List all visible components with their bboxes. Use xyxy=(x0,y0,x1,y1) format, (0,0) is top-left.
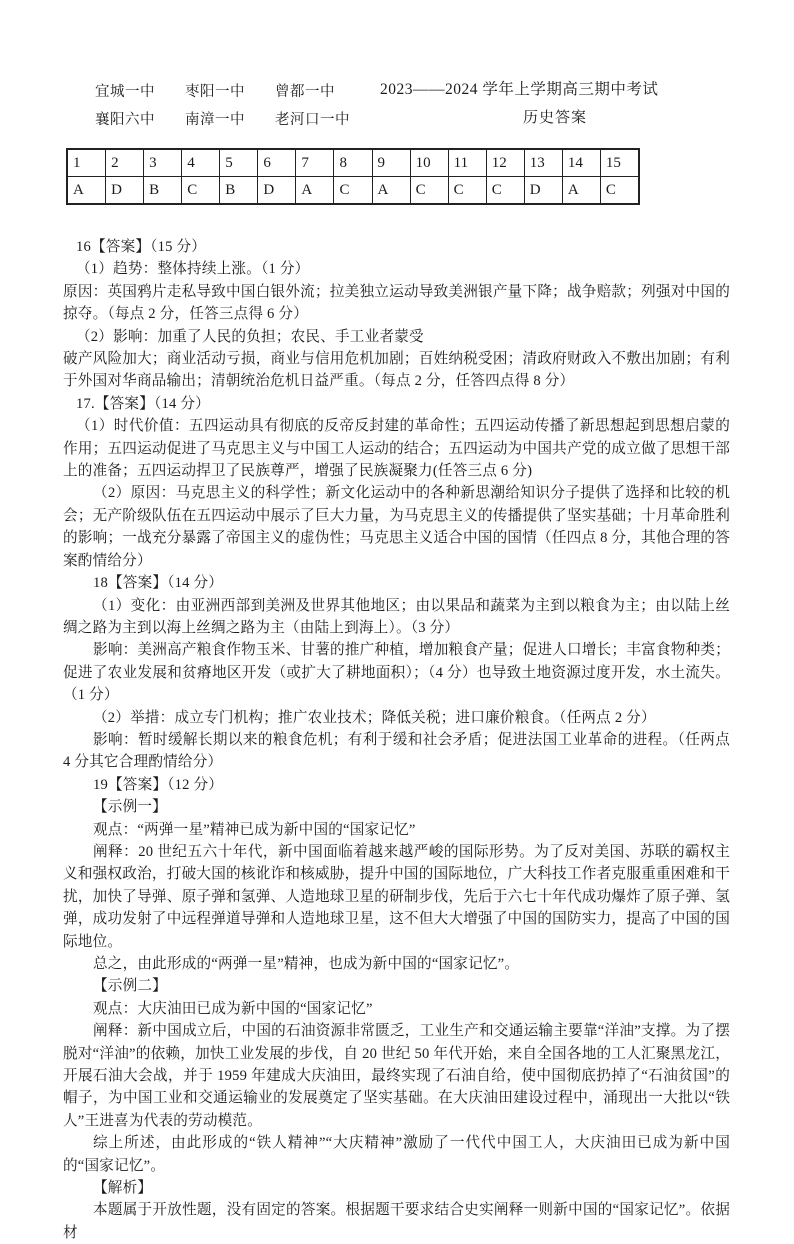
answer-paragraph: 阐释：新中国成立后，中国的石油资源非常匮乏，工业生产和交通运输主要靠“洋油”支撑。为了摆脱对“洋油”的依赖，加快工业发展的步伐，自 20 世纪 50 年代开始，来自全国各地的工人汇聚黑龙江，开展石油大会战，并于 1959 年建成大庆油田，最终实现了石油自给，使中国彻底扔掉了“石油贫国”的帽子，为中国工业和交通运输业的发展奠定了坚实基础。在大庆油田建设过程中，涌现出一大批以“铁人”王进喜为代表的劳动模范。 xyxy=(63,1023,730,1129)
school-name: 南漳一中 xyxy=(185,111,245,128)
answer-cell: B xyxy=(220,177,258,204)
answer-cell: A xyxy=(296,177,334,204)
answer-cell: D xyxy=(524,177,562,204)
answer-paragraph: 观点：“两弹一星”精神已成为新中国的“国家记忆” xyxy=(93,821,416,838)
answer-paragraph: （2）举措：成立专门机构；推广农业技术；降低关税；进口廉价粮食。（任两点 2 分） xyxy=(93,709,656,726)
answer-paragraph: 影响：暂时缓解长期以来的粮食危机；有利于缓和社会矛盾；促进法国工业革命的进程。（任两点 4 分其它合理酌情给分） xyxy=(63,731,730,771)
answer-paragraph: 综上所述，由此形成的“铁人精神”“大庆精神”激励了一代代中国工人，大庆油田已成为新中国的“国家记忆”。 xyxy=(63,1135,730,1174)
answer-cell: A xyxy=(562,177,600,204)
question-number-cell: 12 xyxy=(486,150,524,177)
question-number-cell: 14 xyxy=(562,150,600,177)
question-number-cell: 2 xyxy=(106,150,144,177)
answer-paragraph: 18【答案】（14 分） xyxy=(93,575,224,592)
answer-cell: C xyxy=(448,177,486,204)
question-number-cell: 1 xyxy=(68,150,106,177)
school-name: 宜城一中 xyxy=(95,83,155,100)
answer-cell: B xyxy=(144,177,182,204)
answer-paragraph: 破产风险加大；商业活动亏损，商业与信用危机加剧；百姓纳税受困；清政府财政入不敷出加剧；有利于外国对华商品输出；清朝统治危机日益严重。（每点 2 分，任答四点得 8 分） xyxy=(63,351,730,390)
answer-paragraph: 本题属于开放性题，没有固定的答案。根据题干要求结合史实阐释一则新中国的“国家记忆”。依据材 xyxy=(63,1202,730,1241)
answer-paragraph: 阐释：20 世纪五六十年代，新中国面临着越来越严峻的国际形势。为了反对美国、苏联的霸权主义和强权政治，打破大国的核讹诈和核威胁，提升中国的国际地位，广大科技工作者克服重重困难和干扰，加快了导弹、原子弹和氢弹、人造地球卫星的研制步伐，先后于六七十年代成功爆炸了原子弹、氢弹，成功发射了中远程弹道导弹和人造地球卫星，这不但大大增强了中国的国防实力，提高了中国的国际地位。 xyxy=(63,843,730,950)
answer-paragraph: 观点：大庆油田已成为新中国的“国家记忆” xyxy=(93,1000,373,1017)
answer-paragraph: 【解析】 xyxy=(93,1180,153,1197)
question-number-cell: 7 xyxy=(296,150,334,177)
question-number-cell: 9 xyxy=(372,150,410,177)
school-row-2 xyxy=(95,104,350,132)
answer-paragraph: （2）影响：加重了人民的负担；农民、手工业者蒙受 xyxy=(76,328,424,345)
exam-title: 2023——2024 学年上学期高三期中考试 xyxy=(380,81,659,98)
answer-cell: C xyxy=(600,177,638,204)
school-name: 襄阳六中 xyxy=(95,111,155,128)
school-list xyxy=(95,76,350,132)
answer-paragraph: 17.【答案】（14 分） xyxy=(76,395,210,412)
question-number-cell: 15 xyxy=(600,150,638,177)
answer-paragraph: 16【答案】（15 分） xyxy=(76,239,207,255)
document-header xyxy=(63,76,730,132)
answer-cell: D xyxy=(258,177,296,204)
question-number-cell: 10 xyxy=(410,150,448,177)
answer-paragraph: （1）趋势：整体持续上涨。（1 分） xyxy=(76,261,310,278)
answer-paragraph: （1）时代价值：五四运动具有彻底的反帝反封建的革命性；五四运动传播了新思想起到思想启蒙的作用；五四运动促进了马克思主义与中国工人运动的结合；五四运动为中国共产党的成立做了思想干部上的准备；五四运动捍卫了民族尊严，增强了民族凝聚力(任答三点 6 分) xyxy=(63,418,730,480)
question-number-cell: 5 xyxy=(220,150,258,177)
question-number-cell: 6 xyxy=(258,150,296,177)
question-number-cell: 13 xyxy=(524,150,562,177)
school-row-1 xyxy=(95,76,350,104)
answer-paragraph: 【示例一】 xyxy=(93,799,167,816)
school-name: 曾都一中 xyxy=(275,83,335,100)
title-block xyxy=(380,76,730,132)
answer-paragraph: 影响：美洲高产粮食作物玉米、甘薯的推广种植，增加粮食产量；促进人口增长；丰富食物种类；促进了农业发展和贫瘠地区开发（或扩大了耕地面积）；（4 分）也导致土地资源过度开发，水土流失。（1 分） xyxy=(63,642,730,704)
school-name: 老河口一中 xyxy=(275,111,350,128)
answer-paragraph: 总之，由此形成的“两弹一星”精神，也成为新中国的“国家记忆”。 xyxy=(93,956,520,972)
answer-cell: D xyxy=(106,177,144,204)
subject-title: 历史答案 xyxy=(522,110,587,126)
answer-cell: C xyxy=(182,177,220,204)
answer-key-table xyxy=(67,149,639,204)
question-number-cell: 4 xyxy=(182,150,220,177)
answer-paragraph: （2）原因：马克思主义的科学性；新文化运动中的各种新思潮给知识分子提供了选择和比较的机会；无产阶级队伍在五四运动中展示了巨大力量，为马克思主义的传播提供了坚实基础；十月革命胜利的影响；一战充分暴露了帝国主义的虚伪性；马克思主义适合中国的国情（任四点 8 分，其他合理的答案酌情给分） xyxy=(63,485,730,569)
answer-paragraph: 【示例二】 xyxy=(93,978,167,995)
question-number-row xyxy=(68,150,639,177)
school-name: 枣阳一中 xyxy=(185,83,245,100)
question-number-cell: 3 xyxy=(144,150,182,177)
answer-letter-row xyxy=(68,177,639,204)
question-number-cell: 8 xyxy=(334,150,372,177)
answer-cell: C xyxy=(410,177,448,204)
answer-cell: A xyxy=(68,177,106,204)
answer-cell: C xyxy=(334,177,372,204)
answer-paragraph: 原因：英国鸦片走私导致中国白银外流；拉美独立运动导致美洲银产量下降；战争赔款；列强对中国的掠夺。（每点 2 分，任答三点得 6 分） xyxy=(63,283,730,323)
answer-paragraph: 19【答案】（12 分） xyxy=(93,776,224,793)
question-number-cell: 11 xyxy=(448,150,486,177)
answer-paragraph: （1）变化：由亚洲西部到美洲及世界其他地区；由以果品和蔬菜为主到以粮食为主；由以陆上丝绸之路为主到以海上丝绸之路为主（由陆上到海上）。（3 分） xyxy=(63,597,730,636)
answer-cell: A xyxy=(372,177,410,204)
answer-explanations xyxy=(63,236,730,1244)
answer-cell: C xyxy=(486,177,524,204)
